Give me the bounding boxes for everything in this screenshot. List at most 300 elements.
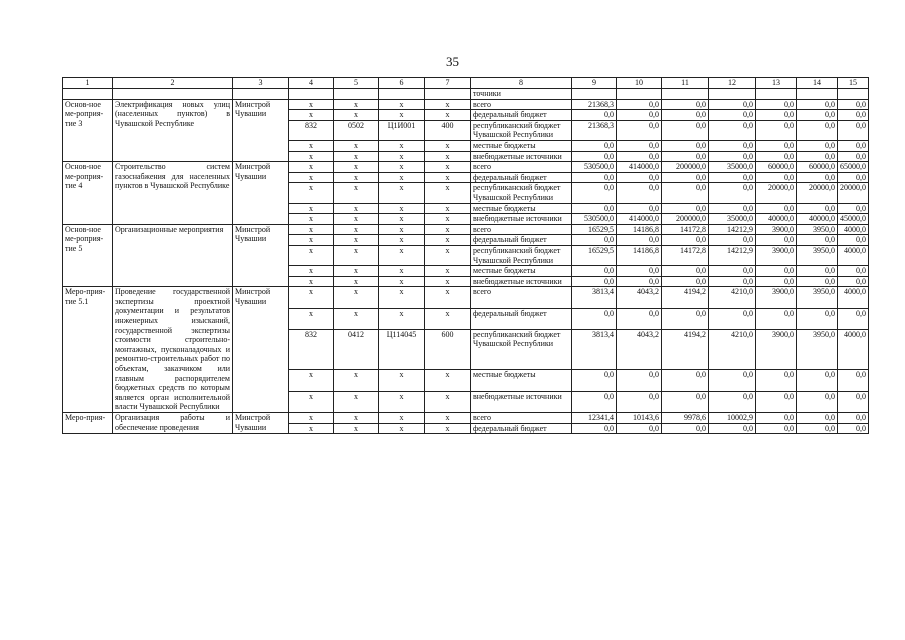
table-cell xyxy=(425,89,471,100)
code-cell: x xyxy=(379,423,425,434)
value-cell: 0,0 xyxy=(572,172,617,183)
value-cell: 0,0 xyxy=(756,140,797,151)
value-cell: 3900,0 xyxy=(756,329,797,370)
code-cell: x xyxy=(425,266,471,277)
value-cell: 0,0 xyxy=(662,308,709,329)
code-cell: x xyxy=(425,287,471,308)
value-cell: 0,0 xyxy=(756,391,797,412)
activity-description: Проведение государственной экспертизы проектной документации и результатов инженерных изысканий, государственной экспертизы стоимости строительно-монтажных, пусконаладочных и ремонтно-строительных работ по объектам, заказчиком или главным распорядителем бюджетных средств по которым является орган исполнительной власти Чувашской Республики xyxy=(113,287,233,413)
value-cell: 45000,0 xyxy=(838,214,869,225)
activity-description: Организация работы и обеспечение проведения xyxy=(113,413,233,434)
value-cell: 0,0 xyxy=(617,183,662,203)
activity-description: Электрификация новых улиц (населенных пунктов) в Чувашской Республике xyxy=(113,99,233,162)
funding-source: республиканский бюджет Чувашской Республики xyxy=(471,245,572,265)
code-cell: x xyxy=(379,413,425,424)
value-cell: 0,0 xyxy=(838,423,869,434)
value-cell: 0,0 xyxy=(797,110,838,121)
table-cell xyxy=(233,89,289,100)
code-cell: x xyxy=(425,203,471,214)
value-cell: 0,0 xyxy=(572,110,617,121)
code-cell: x xyxy=(425,370,471,391)
value-cell: 0,0 xyxy=(662,266,709,277)
value-cell: 0,0 xyxy=(797,203,838,214)
value-cell: 0,0 xyxy=(797,99,838,110)
value-cell: 0,0 xyxy=(756,110,797,121)
table-row xyxy=(63,287,869,308)
value-cell: 4194,2 xyxy=(662,329,709,370)
value-cell: 0,0 xyxy=(756,99,797,110)
value-cell: 0,0 xyxy=(662,172,709,183)
code-cell: x xyxy=(289,172,334,183)
value-cell: 4000,0 xyxy=(838,245,869,265)
table-cell xyxy=(334,89,379,100)
code-cell: 600 xyxy=(425,329,471,370)
code-cell: x xyxy=(289,235,334,246)
code-cell: x xyxy=(334,413,379,424)
value-cell: 0,0 xyxy=(709,120,756,140)
table-cell xyxy=(797,89,838,100)
funding-source: внебюджетные источники xyxy=(471,276,572,287)
code-cell: x xyxy=(334,245,379,265)
value-cell: 10002,9 xyxy=(709,413,756,424)
value-cell: 4043,2 xyxy=(617,329,662,370)
value-cell: 4000,0 xyxy=(838,224,869,235)
value-cell: 0,0 xyxy=(756,413,797,424)
funding-source: федеральный бюджет xyxy=(471,172,572,183)
table-cell xyxy=(662,89,709,100)
value-cell: 0,0 xyxy=(709,110,756,121)
code-cell: x xyxy=(334,391,379,412)
responsible-executor: Минстрой Чувашии xyxy=(233,287,289,413)
code-cell: x xyxy=(289,224,334,235)
value-cell: 0,0 xyxy=(838,266,869,277)
code-cell: x xyxy=(425,172,471,183)
value-cell: 0,0 xyxy=(662,183,709,203)
value-cell: 0,0 xyxy=(709,276,756,287)
code-cell: x xyxy=(425,245,471,265)
value-cell: 0,0 xyxy=(709,203,756,214)
value-cell: 200000,0 xyxy=(662,214,709,225)
code-cell: x xyxy=(334,151,379,162)
activity-name: Основ-ное ме-роприя-тие 3 xyxy=(63,99,113,162)
value-cell: 0,0 xyxy=(838,151,869,162)
funding-source: федеральный бюджет xyxy=(471,110,572,121)
value-cell: 16529,5 xyxy=(572,245,617,265)
code-cell: x xyxy=(289,162,334,173)
value-cell: 21368,3 xyxy=(572,120,617,140)
code-cell: x xyxy=(379,151,425,162)
header-cell: 14 xyxy=(797,78,838,89)
funding-source: всего xyxy=(471,224,572,235)
value-cell: 0,0 xyxy=(797,172,838,183)
value-cell: 414000,0 xyxy=(617,162,662,173)
value-cell: 0,0 xyxy=(838,235,869,246)
code-cell: x xyxy=(289,266,334,277)
code-cell: x xyxy=(334,266,379,277)
value-cell: 530500,0 xyxy=(572,214,617,225)
funding-source: внебюджетные источники xyxy=(471,214,572,225)
value-cell: 0,0 xyxy=(709,308,756,329)
value-cell: 0,0 xyxy=(709,423,756,434)
funding-source: федеральный бюджет xyxy=(471,235,572,246)
value-cell: 0,0 xyxy=(756,172,797,183)
table-cell xyxy=(838,89,869,100)
continuation-row xyxy=(63,89,869,100)
value-cell: 10143,6 xyxy=(617,413,662,424)
value-cell: 14212,9 xyxy=(709,224,756,235)
activity-name: Меро-прия- xyxy=(63,413,113,434)
value-cell: 0,0 xyxy=(662,99,709,110)
value-cell: 4000,0 xyxy=(838,287,869,308)
value-cell: 0,0 xyxy=(838,308,869,329)
code-cell: x xyxy=(379,99,425,110)
value-cell: 0,0 xyxy=(797,308,838,329)
funding-source: всего xyxy=(471,413,572,424)
code-cell: x xyxy=(289,391,334,412)
value-cell: 0,0 xyxy=(756,203,797,214)
value-cell: 14212,9 xyxy=(709,245,756,265)
value-cell: 0,0 xyxy=(838,276,869,287)
value-cell: 0,0 xyxy=(617,99,662,110)
code-cell: x xyxy=(289,151,334,162)
code-cell: x xyxy=(289,140,334,151)
header-cell: 4 xyxy=(289,78,334,89)
value-cell: 4043,2 xyxy=(617,287,662,308)
responsible-executor: Минстрой Чувашии xyxy=(233,224,289,287)
table-row xyxy=(63,99,869,110)
code-cell: x xyxy=(425,413,471,424)
table-cell xyxy=(113,89,233,100)
funding-source: внебюджетные источники xyxy=(471,391,572,412)
code-cell: x xyxy=(289,287,334,308)
value-cell: 0,0 xyxy=(756,276,797,287)
value-cell: 0,0 xyxy=(838,120,869,140)
code-cell: x xyxy=(379,172,425,183)
value-cell: 0,0 xyxy=(572,308,617,329)
code-cell: x xyxy=(379,214,425,225)
value-cell: 3950,0 xyxy=(797,329,838,370)
value-cell: 0,0 xyxy=(797,140,838,151)
code-cell: 832 xyxy=(289,329,334,370)
code-cell: x xyxy=(425,423,471,434)
code-cell: x xyxy=(334,235,379,246)
value-cell: 0,0 xyxy=(797,120,838,140)
value-cell: 0,0 xyxy=(572,151,617,162)
value-cell: 14186,8 xyxy=(617,224,662,235)
value-cell: 0,0 xyxy=(572,276,617,287)
value-cell: 0,0 xyxy=(617,391,662,412)
code-cell: x xyxy=(425,99,471,110)
table-cell xyxy=(379,89,425,100)
activity-description: Организационные мероприятия xyxy=(113,224,233,287)
code-cell: x xyxy=(425,140,471,151)
header-cell: 10 xyxy=(617,78,662,89)
code-cell: x xyxy=(379,308,425,329)
code-cell: 0502 xyxy=(334,120,379,140)
code-cell: x xyxy=(425,214,471,225)
activity-name: Основ-ное ме-роприя-тие 4 xyxy=(63,162,113,225)
value-cell: 0,0 xyxy=(797,413,838,424)
code-cell: x xyxy=(425,183,471,203)
code-cell: x xyxy=(289,203,334,214)
code-cell: x xyxy=(334,183,379,203)
value-cell: 14172,8 xyxy=(662,224,709,235)
funding-source: местные бюджеты xyxy=(471,140,572,151)
value-cell: 0,0 xyxy=(662,391,709,412)
value-cell: 35000,0 xyxy=(709,162,756,173)
funding-source: всего xyxy=(471,99,572,110)
code-cell: x xyxy=(289,413,334,424)
funding-source: местные бюджеты xyxy=(471,266,572,277)
value-cell: 0,0 xyxy=(572,235,617,246)
value-cell: 0,0 xyxy=(617,172,662,183)
activity-description: Строительство систем газоснабжения для населенных пунктов в Чувашской Республике xyxy=(113,162,233,225)
table-cell xyxy=(709,89,756,100)
table-row xyxy=(63,413,869,424)
code-cell: x xyxy=(334,224,379,235)
funding-source: всего xyxy=(471,162,572,173)
code-cell: x xyxy=(334,287,379,308)
activity-name: Основ-ное ме-роприя-тие 5 xyxy=(63,224,113,287)
page-number: 35 xyxy=(446,54,459,69)
responsible-executor: Минстрой Чувашии xyxy=(233,162,289,225)
value-cell: 0,0 xyxy=(662,235,709,246)
value-cell: 14186,8 xyxy=(617,245,662,265)
code-cell: x xyxy=(379,370,425,391)
value-cell: 3813,4 xyxy=(572,287,617,308)
funding-source: республиканский бюджет Чувашской Республики xyxy=(471,183,572,203)
value-cell: 0,0 xyxy=(756,120,797,140)
value-cell: 0,0 xyxy=(572,183,617,203)
code-cell: x xyxy=(334,140,379,151)
value-cell: 0,0 xyxy=(797,235,838,246)
value-cell: 0,0 xyxy=(838,370,869,391)
code-cell: x xyxy=(334,423,379,434)
value-cell: 0,0 xyxy=(756,370,797,391)
value-cell: 0,0 xyxy=(662,423,709,434)
value-cell: 0,0 xyxy=(756,308,797,329)
value-cell: 65000,0 xyxy=(838,162,869,173)
activity-name: Меро-прия-тие 5.1 xyxy=(63,287,113,413)
value-cell: 12341,4 xyxy=(572,413,617,424)
funding-source: республиканский бюджет Чувашской Республики xyxy=(471,329,572,370)
table-row xyxy=(63,162,869,173)
header-cell: 11 xyxy=(662,78,709,89)
code-cell: x xyxy=(425,308,471,329)
value-cell: 40000,0 xyxy=(797,214,838,225)
value-cell: 0,0 xyxy=(756,266,797,277)
header-cell: 7 xyxy=(425,78,471,89)
code-cell: x xyxy=(425,110,471,121)
code-cell: x xyxy=(334,110,379,121)
table-cell xyxy=(756,89,797,100)
header-cell: 9 xyxy=(572,78,617,89)
value-cell: 200000,0 xyxy=(662,162,709,173)
code-cell: x xyxy=(334,162,379,173)
value-cell: 0,0 xyxy=(662,151,709,162)
code-cell: x xyxy=(379,245,425,265)
table-cell xyxy=(572,89,617,100)
header-cell: 2 xyxy=(113,78,233,89)
value-cell: 0,0 xyxy=(797,276,838,287)
code-cell: x xyxy=(289,99,334,110)
value-cell: 20000,0 xyxy=(838,183,869,203)
value-cell: 0,0 xyxy=(617,203,662,214)
value-cell: 0,0 xyxy=(617,308,662,329)
code-cell: x xyxy=(425,162,471,173)
value-cell: 3900,0 xyxy=(756,245,797,265)
value-cell: 3900,0 xyxy=(756,224,797,235)
code-cell: x xyxy=(379,140,425,151)
code-cell: x xyxy=(289,276,334,287)
value-cell: 0,0 xyxy=(797,151,838,162)
value-cell: 0,0 xyxy=(662,110,709,121)
value-cell: 0,0 xyxy=(617,140,662,151)
value-cell: 0,0 xyxy=(797,266,838,277)
code-cell: x xyxy=(425,151,471,162)
value-cell: 0,0 xyxy=(617,370,662,391)
code-cell: x xyxy=(334,308,379,329)
value-cell: 0,0 xyxy=(838,413,869,424)
value-cell: 0,0 xyxy=(797,423,838,434)
value-cell: 0,0 xyxy=(617,266,662,277)
code-cell: x xyxy=(334,276,379,287)
value-cell: 0,0 xyxy=(709,99,756,110)
value-cell: 0,0 xyxy=(572,370,617,391)
value-cell: 0,0 xyxy=(709,235,756,246)
table-cell xyxy=(617,89,662,100)
code-cell: x xyxy=(379,110,425,121)
value-cell: 20000,0 xyxy=(797,183,838,203)
header-cell: 5 xyxy=(334,78,379,89)
budget-table xyxy=(62,77,869,434)
funding-source: республиканский бюджет Чувашской Республики xyxy=(471,120,572,140)
value-cell: 0,0 xyxy=(709,370,756,391)
code-cell: x xyxy=(379,266,425,277)
funding-source: федеральный бюджет xyxy=(471,308,572,329)
funding-source: местные бюджеты xyxy=(471,203,572,214)
value-cell: 4210,0 xyxy=(709,329,756,370)
value-cell: 0,0 xyxy=(756,423,797,434)
header-cell: 12 xyxy=(709,78,756,89)
value-cell: 40000,0 xyxy=(756,214,797,225)
code-cell: x xyxy=(334,214,379,225)
code-cell: Ц1И001 xyxy=(379,120,425,140)
value-cell: 0,0 xyxy=(617,110,662,121)
code-cell: x xyxy=(289,245,334,265)
value-cell: 0,0 xyxy=(838,172,869,183)
value-cell: 0,0 xyxy=(797,391,838,412)
value-cell: 0,0 xyxy=(797,370,838,391)
value-cell: 3950,0 xyxy=(797,224,838,235)
value-cell: 3813,4 xyxy=(572,329,617,370)
header-cell: 1 xyxy=(63,78,113,89)
value-cell: 3950,0 xyxy=(797,245,838,265)
code-cell: x xyxy=(379,162,425,173)
value-cell: 0,0 xyxy=(756,235,797,246)
value-cell: 0,0 xyxy=(572,423,617,434)
value-cell: 16529,5 xyxy=(572,224,617,235)
value-cell: 0,0 xyxy=(838,140,869,151)
code-cell: x xyxy=(289,183,334,203)
value-cell: 0,0 xyxy=(662,276,709,287)
responsible-executor: Минстрой Чувашии xyxy=(233,99,289,162)
header-cell: 8 xyxy=(471,78,572,89)
header-cell: 6 xyxy=(379,78,425,89)
code-cell: x xyxy=(289,214,334,225)
header-cell: 13 xyxy=(756,78,797,89)
code-cell: x xyxy=(379,276,425,287)
header-row xyxy=(63,78,869,89)
value-cell: 9978,6 xyxy=(662,413,709,424)
code-cell: x xyxy=(425,235,471,246)
header-cell: 3 xyxy=(233,78,289,89)
code-cell: x xyxy=(289,110,334,121)
value-cell: 0,0 xyxy=(572,203,617,214)
code-cell: x xyxy=(379,235,425,246)
funding-source: внебюджетные источники xyxy=(471,151,572,162)
value-cell: 530500,0 xyxy=(572,162,617,173)
code-cell: x xyxy=(379,391,425,412)
value-cell: 4000,0 xyxy=(838,329,869,370)
code-cell: x xyxy=(289,370,334,391)
code-cell: 832 xyxy=(289,120,334,140)
code-cell: x xyxy=(379,203,425,214)
value-cell: 0,0 xyxy=(756,151,797,162)
value-cell: 0,0 xyxy=(709,140,756,151)
value-cell: 0,0 xyxy=(572,391,617,412)
value-cell: 0,0 xyxy=(572,266,617,277)
code-cell: x xyxy=(289,423,334,434)
value-cell: 0,0 xyxy=(662,140,709,151)
code-cell: x xyxy=(425,391,471,412)
value-cell: 0,0 xyxy=(709,183,756,203)
table-cell xyxy=(289,89,334,100)
value-cell: 4210,0 xyxy=(709,287,756,308)
code-cell: x xyxy=(379,287,425,308)
value-cell: 0,0 xyxy=(617,276,662,287)
funding-source: местные бюджеты xyxy=(471,370,572,391)
code-cell: x xyxy=(425,276,471,287)
code-cell: x xyxy=(379,224,425,235)
value-cell: 21368,3 xyxy=(572,99,617,110)
value-cell: 60000,0 xyxy=(797,162,838,173)
responsible-executor: Минстрой Чувашии xyxy=(233,413,289,434)
table-row xyxy=(63,224,869,235)
header-cell: 15 xyxy=(838,78,869,89)
code-cell: x xyxy=(334,172,379,183)
value-cell: 3900,0 xyxy=(756,287,797,308)
code-cell: 0412 xyxy=(334,329,379,370)
value-cell: 14172,8 xyxy=(662,245,709,265)
code-cell: x xyxy=(379,183,425,203)
value-cell: 0,0 xyxy=(709,172,756,183)
table-cell xyxy=(63,89,113,100)
value-cell: 20000,0 xyxy=(756,183,797,203)
value-cell: 35000,0 xyxy=(709,214,756,225)
value-cell: 0,0 xyxy=(617,151,662,162)
value-cell: 0,0 xyxy=(617,423,662,434)
value-cell: 0,0 xyxy=(662,203,709,214)
value-cell: 0,0 xyxy=(572,140,617,151)
value-cell: 0,0 xyxy=(709,266,756,277)
funding-source: федеральный бюджет xyxy=(471,423,572,434)
code-cell: x xyxy=(334,99,379,110)
value-cell: 0,0 xyxy=(709,391,756,412)
code-cell: x xyxy=(334,370,379,391)
value-cell: 60000,0 xyxy=(756,162,797,173)
value-cell: 0,0 xyxy=(617,120,662,140)
